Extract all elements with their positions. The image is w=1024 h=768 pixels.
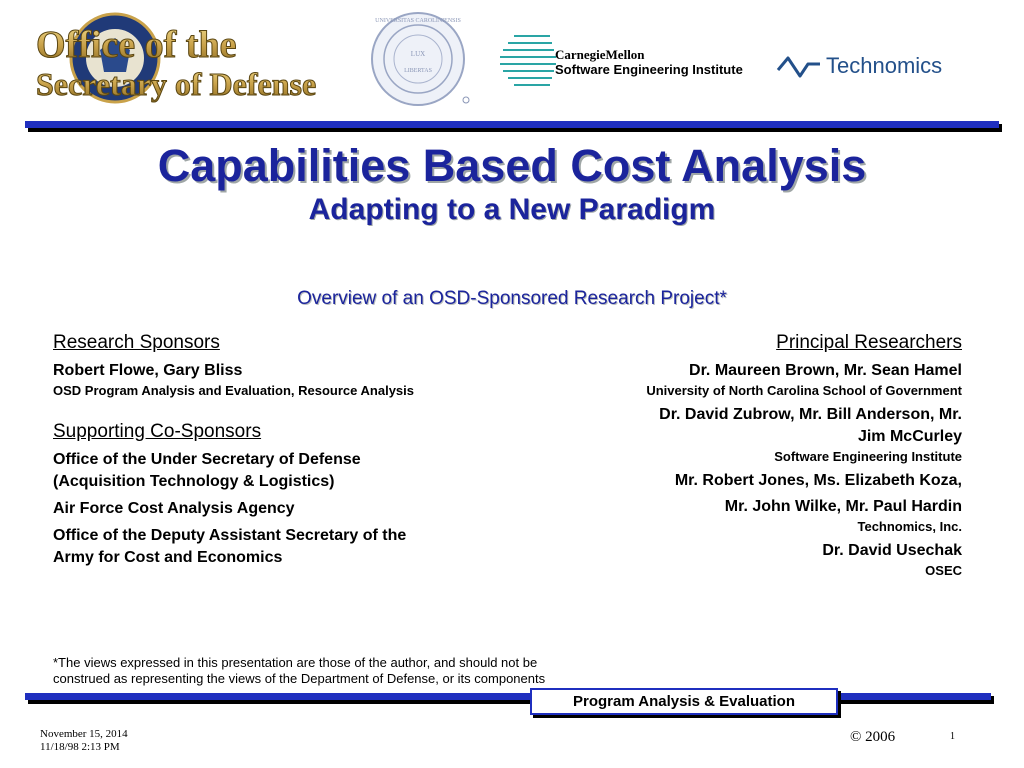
researchers-group-3-line1: Mr. Robert Jones, Ms. Elizabeth Koza, (674, 472, 962, 489)
researchers-group-2-line1: Dr. David Zubrow, Mr. Bill Anderson, Mr. (659, 406, 962, 423)
seal-lux-text: LUX (410, 50, 426, 58)
researchers-group-3-line2: Mr. John Wilke, Mr. Paul Hardin (724, 498, 962, 515)
seal-ring-text: UNIVERSITAS CAROLINIENSIS (375, 18, 461, 24)
bottom-rule (25, 693, 991, 700)
cmu-lines-icon (500, 32, 558, 92)
footnote-line-1: *The views expressed in this presentation are those of the author, and should not be (53, 655, 538, 670)
footer-datetime: 11/18/98 2:13 PM (40, 741, 120, 753)
footer-date: November 15, 2014 (40, 728, 128, 740)
seal-libertas-text: LIBERTAS (404, 68, 432, 74)
co-sponsors-heading: Supporting Co-Sponsors (53, 421, 262, 442)
researchers-column (560, 330, 962, 580)
research-sponsors-heading: Research Sponsors (53, 332, 220, 353)
technomics-name: Technomics (826, 53, 943, 78)
researchers-group-2-line2: Jim McCurley (857, 428, 962, 445)
osd-logo (30, 12, 370, 110)
top-rule (25, 121, 999, 128)
disclaimer-footnote (53, 655, 613, 687)
cosponsor-3-line2: Army for Cost and Economics (53, 549, 283, 566)
cosponsor-2: Air Force Cost Analysis Agency (53, 500, 295, 517)
program-analysis-box: Program Analysis & Evaluation (530, 688, 838, 715)
technomics-wave-icon (776, 52, 822, 82)
cosponsor-1-line1: Office of the Under Secretary of Defense (53, 451, 361, 468)
sponsor-names: Robert Flowe, Gary Bliss (53, 362, 243, 379)
cosponsor-3-line1: Office of the Deputy Assistant Secretary of the (53, 527, 407, 544)
researchers-org-3: Technomics, Inc. (857, 519, 962, 534)
page-title: Capabilities Based Cost Analysis (157, 140, 867, 191)
unc-seal-logo (368, 10, 472, 108)
osd-line1: Office of the (36, 24, 237, 66)
researchers-group-1: Dr. Maureen Brown, Mr. Sean Hamel (689, 362, 962, 379)
cmu-name: CarnegieMellon (555, 47, 645, 62)
sponsors-column (53, 330, 513, 569)
osd-line2: Secretary of Defense (36, 66, 317, 102)
copyright: © 2006 (850, 729, 896, 745)
overview-line: Overview of an OSD-Sponsored Research Project* (297, 288, 727, 309)
footnote-line-2: construed as representing the views of the Department of Defense, or its components (53, 671, 546, 686)
researchers-org-4: OSEC (925, 563, 962, 578)
sei-name: Software Engineering Institute (555, 62, 743, 77)
principal-researchers-heading: Principal Researchers (776, 332, 962, 353)
sponsor-org: OSD Program Analysis and Evaluation, Resource Analysis (53, 383, 414, 398)
page-subtitle: Adapting to a New Paradigm (308, 193, 716, 226)
cosponsor-1-line2: (Acquisition Technology & Logistics) (53, 473, 335, 490)
page-number: 1 (950, 731, 955, 742)
researchers-group-4: Dr. David Usechak (822, 542, 962, 559)
researchers-org-2: Software Engineering Institute (774, 449, 962, 464)
researchers-org-1: University of North Carolina School of Government (646, 383, 962, 398)
